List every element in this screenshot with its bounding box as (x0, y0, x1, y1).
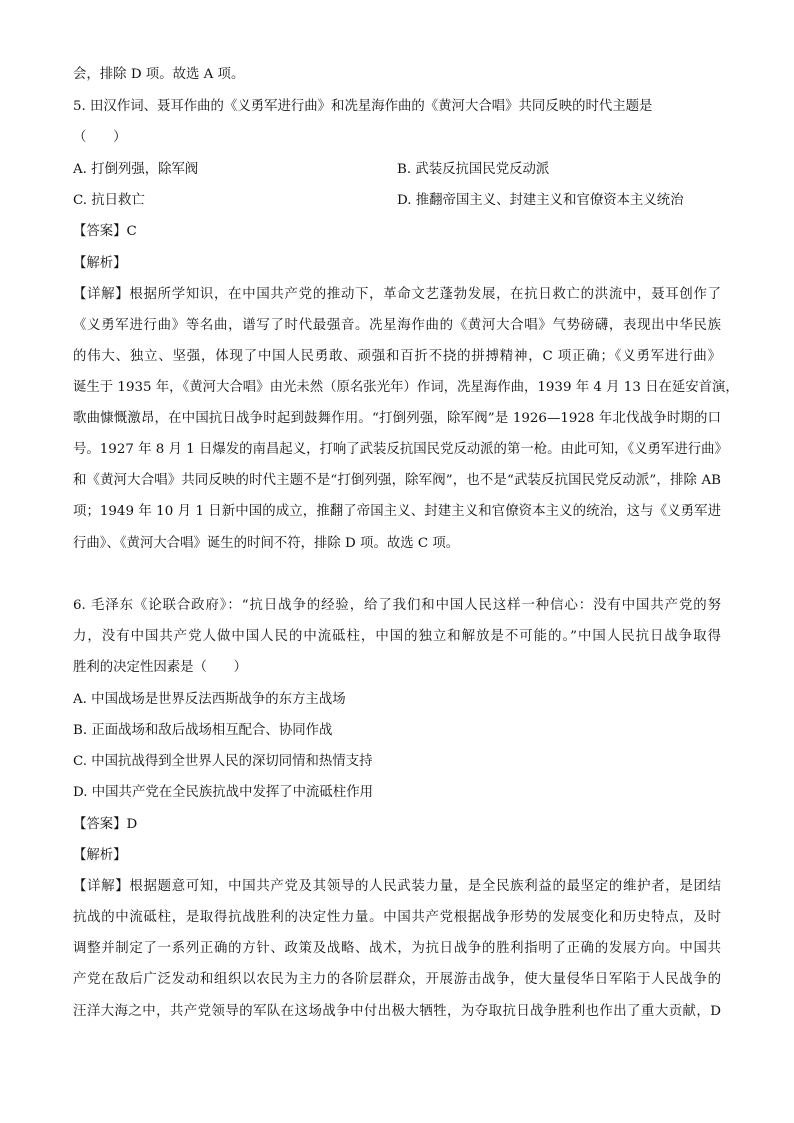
q5-detail-line: 的伟大、独立、坚强，体现了中国人民勇敢、顽强和百折不挠的拼搏精神，C 项正确；《义勇军进行曲》 (73, 349, 721, 364)
q5-option-c: C. 抗日救亡 (73, 193, 145, 208)
q6-option-d: D. 中国共产党在全民族抗战中发挥了中流砥柱作用 (73, 785, 373, 800)
q6-detail-line: 抗战的中流砥柱，是取得抗战胜利的决定性力量。中国共产党根据战争形势的发展变化和历史特点，及时 (73, 910, 721, 925)
q5-detail-line: 和《黄河大合唱》共同反映的时代主题不是“打倒列强，除军阀”，也不是“武装反抗国民党反动派”，排除 AB (73, 473, 721, 488)
q5-detail-line: 行曲》、《黄河大合唱》诞生的时间不符，排除 D 项。故选 C 项。 (73, 536, 460, 551)
q5-option-b: B. 武装反抗国民党反动派 (397, 162, 550, 177)
q6-answer: 【答案】D (73, 817, 138, 832)
q6-detail-line: 【详解】根据题意可知，中国共产党及其领导的人民武装力量，是全民族利益的最坚定的维护者，是团结 (73, 879, 721, 894)
q5-answer: 【答案】C (73, 224, 137, 239)
q5-stem-line-1: 5. 田汉作词、聂耳作曲的《义勇军进行曲》和冼星海作曲的《黄河大合唱》共同反映的时代主题是 (73, 99, 653, 114)
lead-line: 会，排除 D 项。故选 A 项。 (73, 67, 245, 82)
q6-option-b: B. 正面战场和敌后战场相互配合、协同作战 (73, 723, 333, 738)
q5-detail-line: 诞生于 1935 年，《黄河大合唱》由光未然（原名张光年）作词，冼星海作曲，1939 年 4 月 13 日在延安首演， (73, 380, 739, 395)
q6-detail-line: 调整并制定了一系列正确的方针、政策及战略、战术，为抗日战争的胜利指明了正确的发展方向。中国共 (73, 941, 721, 956)
q5-stem-line-2: （ ） (73, 130, 127, 145)
q6-option-c: C. 中国抗战得到全世界人民的深切同情和热情支持 (73, 754, 373, 769)
q5-detail-line: 【详解】根据所学知识，在中国共产党的推动下，革命文艺蓬勃发展，在抗日救亡的洪流中，聂耳创作了 (73, 287, 721, 302)
q5-detail-line: 号。1927 年 8 月 1 日爆发的南昌起义，打响了武装反抗国民党反动派的第一枪。由此可知，《义勇军进行曲》 (73, 442, 728, 457)
q6-option-a: A. 中国战场是世界反法西斯战争的东方主战场 (73, 692, 346, 707)
q6-stem-line: 6. 毛泽东《论联合政府》：“抗日战争的经验，给了我们和中国人民这样一种信心：没有中国共产党的努 (73, 598, 721, 613)
q5-detail-line: 歌曲慷慨激昂，在中国抗日战争时起到鼓舞作用。“打倒列强，除军阀”是 1926—1928 年北伐战争时期的口 (73, 411, 721, 426)
q5-detail-line: 项；1949 年 10 月 1 日新中国的成立，推翻了帝国主义、封建主义和官僚资本主义的统治，这与《义勇军进 (73, 504, 721, 519)
q5-option-d: D. 推翻帝国主义、封建主义和官僚资本主义统治 (397, 193, 684, 208)
q6-detail-line: 汪洋大海之中，共产党领导的军队在这场战争中付出极大牺牲，为夺取抗日战争胜利也作出了重大贡献，D (73, 1004, 721, 1019)
q5-analysis-heading: 【解析】 (73, 256, 127, 271)
q6-stem-line: 胜利的决定性因素是（ ） (73, 660, 248, 675)
q6-detail-line: 产党在敌后广泛发动和组织以农民为主力的各阶层群众，开展游击战争，使大量侵华日军陷于人民战争的 (73, 972, 721, 987)
q5-detail-line: 《义勇军进行曲》等名曲，谱写了时代最强音。冼星海作曲的《黄河大合唱》气势磅礴，表现出中华民族 (73, 318, 721, 333)
q5-option-a: A. 打倒列强，除军阀 (73, 162, 199, 177)
q6-analysis-heading: 【解析】 (73, 848, 127, 863)
q6-stem-line: 力，没有中国共产党人做中国人民的中流砥柱，中国的独立和解放是不可能的。”中国人民抗日战争取得 (73, 629, 721, 644)
